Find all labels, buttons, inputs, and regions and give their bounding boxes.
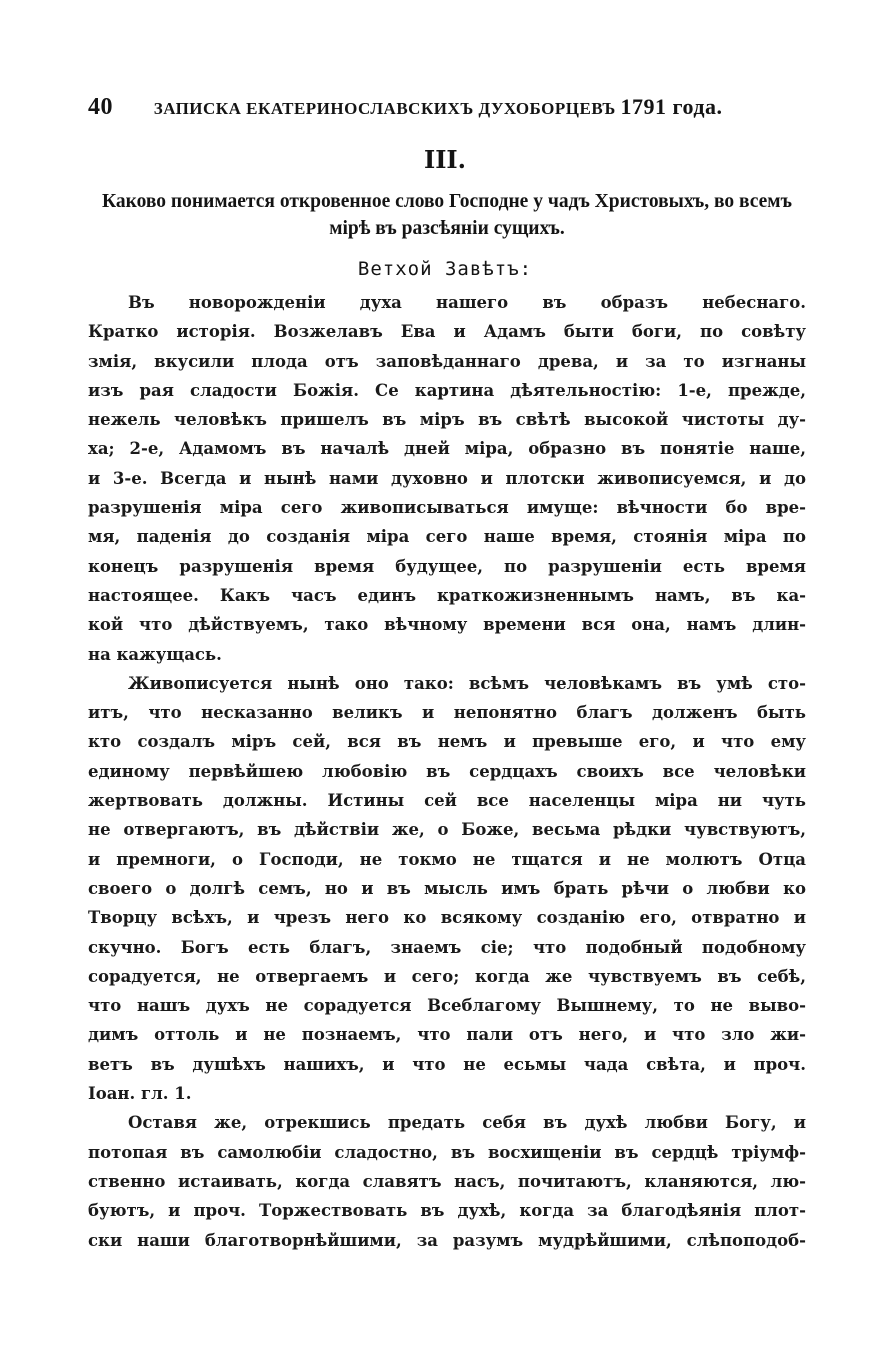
text-line: единому первѣйшею любовію въ сердцахъ своихъ все человѣки	[88, 761, 806, 781]
text-line: своего о долгѣ семъ, но и въ мысль имъ брать рѣчи о любви ко	[88, 878, 806, 898]
text-line: ственно истаивать, когда славятъ насъ, почитаютъ, кланяются, лю-	[88, 1171, 806, 1191]
text-line: ветъ въ душѣхъ нашихъ, и что не есьмы чада свѣта, и проч.	[88, 1054, 806, 1074]
running-head-year: 1791 года.	[620, 94, 723, 119]
text-line: Кратко исторія. Возжелавъ Ева и Адамъ быти боги, по совѣту	[88, 322, 806, 342]
running-head	[88, 94, 788, 121]
text-line: и 3-е. Всегда и нынѣ нами духовно и плотски живописуемся, и до	[88, 468, 806, 488]
text-line: мя, паденія до созданія міра сего наше время, стоянія міра по	[88, 527, 806, 547]
text-line: кто создалъ міръ сей, вся въ немъ и превыше его, и что ему	[88, 732, 806, 752]
text-line: змія, вкусили плода отъ заповѣданнаго древа, и за то изгнаны	[88, 351, 806, 371]
text-line: ха; 2-е, Адамомъ въ началѣ дней міра, образно въ понятіе наше,	[88, 439, 806, 459]
text-line: сорадуется, не отвергаемъ и сего; когда же чувствуемъ въ себѣ,	[88, 966, 806, 986]
text-line: Іоан. гл. 1.	[88, 1084, 192, 1104]
text-line: на кажущась.	[88, 644, 222, 664]
text-line: и премноги, о Господи, не токмо не тщатся и не молютъ Отца	[88, 849, 806, 869]
text-line: димъ оттоль и не познаемъ, что пали отъ него, и что зло жи-	[88, 1025, 806, 1045]
text-line: кой что дѣйствуемъ, тако вѣчному времени вся она, намъ длин-	[88, 615, 806, 635]
text-line: настоящее. Какъ часъ единъ краткожизненнымъ намъ, въ ка-	[88, 585, 806, 605]
text-line: итъ, что несказанно великъ и непонятно благъ долженъ быть	[88, 703, 806, 723]
text-line: конецъ разрушенія время будущее, по разрушеніи есть время	[88, 556, 806, 576]
text-line: что нашъ духъ не сорадуется Всеблагому Вышнему, то не выво-	[88, 996, 806, 1016]
text-line: изъ рая сладости Божія. Се картина дѣятельностію: 1-е, прежде,	[88, 380, 806, 400]
page-number: 40	[88, 94, 113, 120]
text-line: жертвовать должны. Истины сей все населенцы міра ни чуть	[88, 791, 806, 811]
text-line: Оставя же, отрекшись предать себя въ духѣ любви Богу, и	[128, 1113, 806, 1133]
text-line: Въ новорожденіи духа нашего въ образъ небеснаго.	[128, 293, 806, 312]
text-line: потопая въ самолюбіи сладостно, въ восхищеніи въ сердцѣ тріумф-	[88, 1142, 806, 1162]
text-line: скучно. Богъ есть благъ, знаемъ сіе; что подобный подобному	[88, 937, 806, 957]
text-line: ски наши благотворнѣйшими, за разумъ мудрѣйшими, слѣпоподоб-	[88, 1230, 806, 1250]
section-number: III.	[423, 145, 467, 174]
text-line: буютъ, и проч. Торжествовать въ духѣ, когда за благодѣянія плот-	[88, 1201, 806, 1221]
text-line: Живописуется нынѣ оно тако: всѣмъ человѣкамъ въ умѣ сто-	[128, 673, 806, 693]
section-heading: Каково понимается откровенное слово Господне у чадъ Христовыхъ, во всемъ мірѣ въ разсѣяніи сущихъ.	[102, 191, 792, 239]
running-head-title: ЗАПИСКА ЕКАТЕРИНОСЛАВСКИХЪ ДУХОБОРЦЕВЪ	[153, 99, 616, 118]
text-line: нежель человѣкъ пришелъ въ міръ въ свѣтѣ высокой чистоты ду-	[88, 410, 806, 430]
text-line: разрушенія міра сего живописываться имуще: вѣчности бо вре-	[88, 498, 806, 518]
text-line: не отвергаютъ, въ дѣйствіи же, о Боже, весьма рѣдки чувствуютъ,	[88, 820, 806, 840]
subheading: Ветхой Завѣтъ:	[357, 258, 533, 280]
text-line: Творцу всѣхъ, и чрезъ него ко всякому созданію его, отвратно и	[88, 908, 806, 928]
body-text	[88, 288, 806, 1255]
